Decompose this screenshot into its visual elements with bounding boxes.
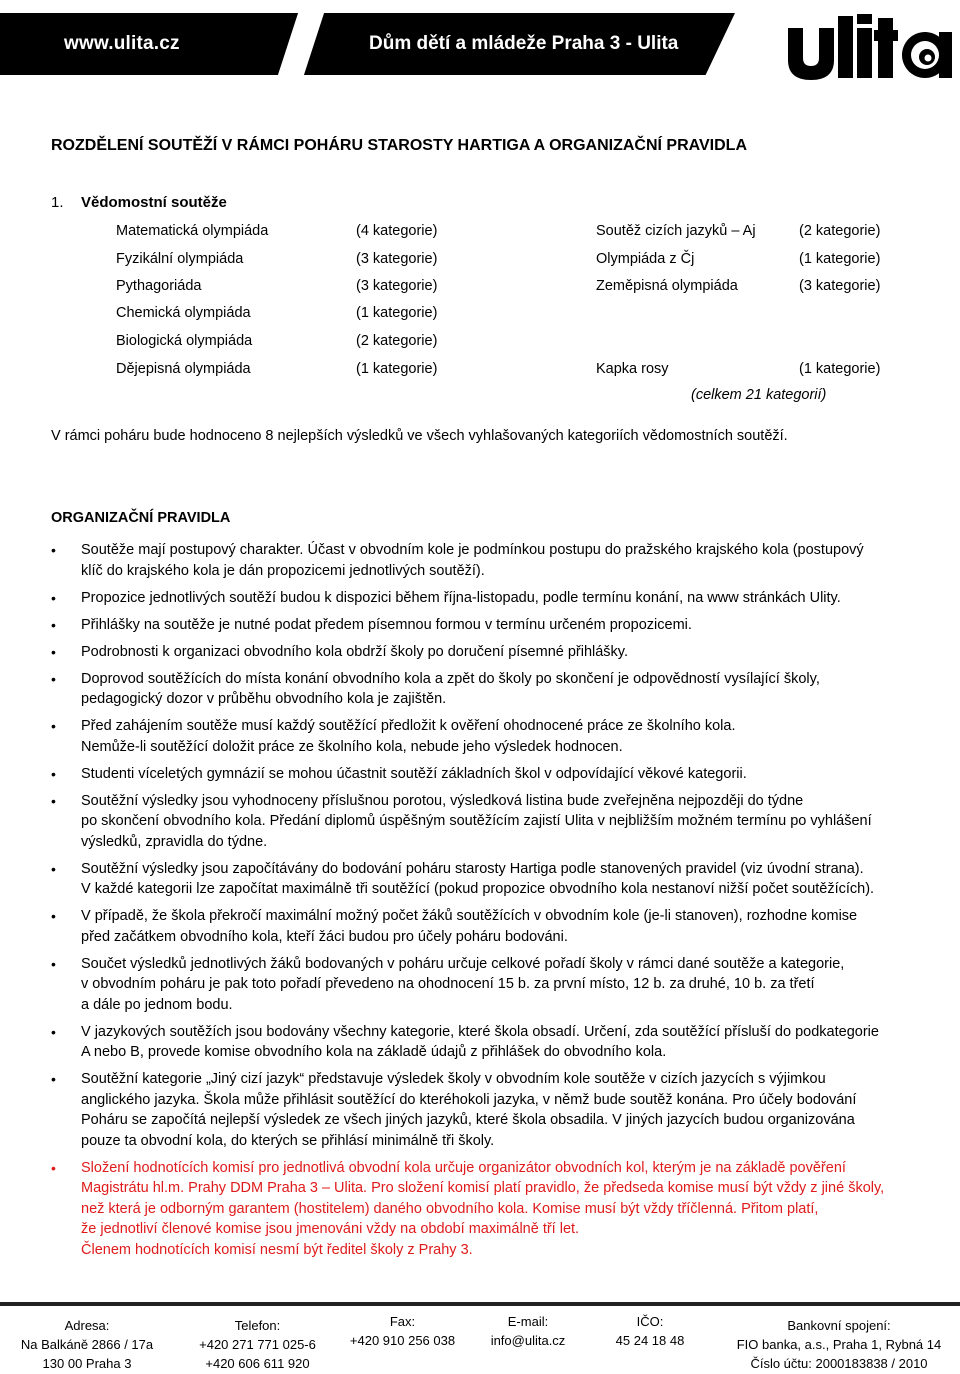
footer-ico-number: 45 24 18 48	[615, 1333, 685, 1348]
footer-fax-heading: Fax:	[389, 1314, 416, 1329]
footer-phone-1[interactable]: +420 271 771 025-6	[199, 1337, 316, 1352]
competition-name: Soutěž cizích jazyků – Aj	[596, 223, 756, 239]
section-label: Vědomostní soutěže	[81, 194, 227, 211]
competition-name: Chemická olympiáda	[116, 305, 251, 321]
bullet-icon: •	[51, 718, 56, 734]
rule-item	[51, 588, 941, 609]
footer-bank-account: Číslo účtu: 2000183838 / 2010	[750, 1356, 928, 1371]
header-title: Dům dětí a mládeže Praha 3 - Ulita	[369, 33, 679, 54]
total-categories: (celkem 21 kategorií)	[691, 387, 827, 403]
bullet-icon: •	[51, 1071, 56, 1087]
rule-text-line: Soutěže mají postupový charakter. Účast v obvodním kole je podmínkou postupu do pražského krajského kola (postupový	[81, 542, 864, 558]
rule-text-line: klíč do krajského kola je dán propozicemi jednotlivých soutěží).	[81, 562, 485, 579]
rule-item	[51, 615, 941, 636]
rule-text-line: Přihlášky na soutěže je nutné podat předem písemnou formou v termínu určeném propozicemi.	[81, 616, 692, 633]
bullet-icon: •	[51, 542, 56, 558]
competition-categories: (1 kategorie)	[799, 251, 881, 267]
competition-categories: (3 kategorie)	[799, 278, 881, 294]
competition-name: Kapka rosy	[596, 361, 669, 377]
bullet-icon: •	[51, 860, 56, 877]
competition-name: Zeměpisná olympiáda	[596, 278, 738, 294]
footer-bank-name: FIO banka, a.s., Praha 1, Rybná 14	[736, 1337, 942, 1352]
competition-categories: (2 kategorie)	[356, 333, 438, 349]
rule-text-line: Před zahájením soutěže musí každý soutěžící předložit k ověření ohodnocené práce ze školního kola.	[81, 718, 736, 734]
bullet-icon: •	[51, 792, 56, 809]
rule-text-line: Složení hodnotících komisí pro jednotlivá obvodní kola určuje organizátor obvodních kol, kterým je na základě pověření	[81, 1159, 846, 1176]
rule-text-line: Soutěžní výsledky jsou započítávány do bodování poháru starosty Hartiga podle stanovených pravidel (viz úvodní strana).	[81, 860, 864, 877]
page-footer	[0, 1316, 960, 1374]
bullet-icon: •	[51, 908, 56, 924]
competition-name: Matematická olympiáda	[116, 223, 269, 239]
footer-phone-heading: Telefon:	[234, 1318, 281, 1333]
rule-text-line: V každé kategorii lze započítat maximálně tři soutěžící (pokud propozice obvodního kola nestanoví nižší počet soutěžících).	[81, 881, 875, 897]
rule-text-line: Součet výsledků jednotlivých žáků bodovaných v poháru určuje celkové pořadí školy v rámci dané soutěže a kategorie,	[81, 955, 845, 972]
footer-address	[12, 1316, 162, 1373]
bullet-icon: •	[51, 670, 56, 687]
rule-text-line: A nebo B, provede komise obvodního kola na základě údajů z přihlášek do obvodního kola.	[81, 1044, 667, 1060]
rule-text-line: Propozice jednotlivých soutěží budou k dispozici během října-listopadu, podle termínu konání, na www stránkách Ulity.	[81, 589, 841, 606]
scoring-note: V rámci poháru bude hodnoceno 8 nejlepších výsledků ve všech vyhlašovaných kategoriích vědomostních soutěží.	[51, 428, 788, 444]
section-heading	[51, 194, 227, 211]
rule-text-line: v obvodním poháru je pak toto pořadí převedeno na ohodnocení 15 b. za první místo, 12 b. za druhé, 10 b. za třetí	[81, 976, 815, 992]
footer-ico-heading: IČO:	[636, 1314, 664, 1329]
organization-heading: ORGANIZAČNÍ PRAVIDLA	[51, 510, 231, 526]
rule-text-line: V jazykových soutěžích jsou bodovány všechny kategorie, které škola obsadí. Určení, zda soutěžící přísluší do podkategorie	[81, 1023, 879, 1040]
rule-item	[51, 1158, 941, 1261]
rule-item	[51, 1022, 941, 1063]
rule-text-line: pouze ta obvodní kola, do kterých se přihlásí minimálně tři školy.	[81, 1132, 495, 1149]
rule-item	[51, 764, 941, 785]
bullet-icon: •	[51, 1023, 56, 1040]
rule-text-line: před začátkem obvodního kola, kteří žáci budou pro účely poháru bodováni.	[81, 928, 568, 945]
footer-ico	[600, 1312, 700, 1350]
footer-address-street: Na Balkáně 2866 / 17a	[20, 1337, 154, 1352]
footer-bank	[728, 1316, 950, 1373]
rule-text-line: Soutěžní výsledky jsou vyhodnoceny příslušnou porotou, výsledková listina bude zveřejněna nejpozději do týdne	[81, 792, 804, 809]
rule-text-line: Nemůže-li soutěžící doložit práce ze školního kola, nebude jeho výsledek hodnocen.	[81, 738, 623, 755]
rule-text-line: Poháru se započítá nejlepší výsledek ze všech jiných jazyků, které škola obsadila. V jiných jazycích budou organizována	[81, 1112, 855, 1128]
rule-text-line: Soutěžní kategorie „Jiný cizí jazyk“ představuje výsledek školy v obvodním kole soutěže v cizích jazycích s výjimkou	[81, 1071, 826, 1087]
rule-item	[51, 669, 941, 710]
competition-categories: (2 kategorie)	[799, 223, 881, 239]
footer-fax	[340, 1312, 465, 1350]
bullet-icon: •	[51, 643, 56, 660]
footer-email-address[interactable]: info@ulita.cz	[490, 1333, 566, 1348]
footer-address-heading: Adresa:	[64, 1318, 110, 1333]
bullet-icon: •	[51, 616, 56, 633]
competition-categories: (1 kategorie)	[799, 361, 881, 377]
competition-name: Olympiáda z Čj	[596, 251, 695, 267]
rule-item	[51, 540, 941, 581]
competition-name: Biologická olympiáda	[116, 333, 253, 349]
rule-text-line: a dále po jednom bodu.	[81, 996, 233, 1013]
ulita-logo	[782, 10, 954, 82]
competition-categories: (3 kategorie)	[356, 278, 438, 294]
rule-item	[51, 1069, 941, 1151]
rule-text-line: Magistrátu hl.m. Prahy DDM Praha 3 – Ulita. Pro složení komisí platí pravidlo, že předseda komise musí být vždy z jiné školy,	[81, 1180, 885, 1196]
competition-categories: (1 kategorie)	[356, 361, 438, 377]
rule-text-line: Podrobnosti k organizaci obvodního kola obdrží školy po doručení písemné přihlášky.	[81, 643, 629, 660]
bullet-icon: •	[51, 955, 56, 972]
rules-list	[51, 540, 941, 1267]
rule-item	[51, 716, 941, 757]
rule-text-line: V případě, že škola překročí maximální možný počet žáků soutěžících v obvodním kole (je-li stanoven), rozhodne komise	[81, 908, 858, 924]
rule-item	[51, 906, 941, 947]
header-url[interactable]: www.ulita.cz	[64, 33, 180, 54]
rule-text-line: Studenti víceletých gymnázií se mohou účastnit soutěží základních škol v odpovídající věkové kategorii.	[81, 765, 747, 782]
rule-text-line: než která je odborným garantem (hostitelem) daného obvodního kola. Komise musí být vždy tříčlenná. Přitom platí,	[81, 1200, 819, 1217]
rule-text-line: Členem hodnotících komisí nesmí být ředitel školy z Prahy 3.	[81, 1241, 473, 1258]
footer-fax-number: +420 910 256 038	[349, 1333, 456, 1348]
competition-name: Dějepisná olympiáda	[116, 361, 251, 377]
footer-address-city: 130 00 Praha 3	[42, 1356, 132, 1371]
page-header	[0, 0, 960, 92]
rule-text-line: pedagogický dozor v průběhu obvodního kola je zajištěn.	[81, 691, 447, 707]
rule-text-line: po skončení obvodního kola. Předání diplomů úspěšným soutěžícím zajistí Ulita v nejbližším možném termínu po vyhlášení	[81, 813, 872, 829]
footer-phone-2[interactable]: +420 606 611 920	[205, 1356, 310, 1371]
rule-text-line: anglického jazyka. Škola může přihlásit soutěžící do kteréhokoli jazyka, v němž bude soutěž konána. Pro účely bodování	[81, 1091, 857, 1108]
document-title: ROZDĚLENÍ SOUTĚŽÍ V RÁMCI POHÁRU STAROSTY HARTIGA A ORGANIZAČNÍ PRAVIDLA	[51, 137, 748, 154]
bullet-icon: •	[51, 589, 56, 606]
rule-item	[51, 954, 941, 1016]
rule-text-line: výsledků, zpravidla do týdne.	[81, 833, 268, 850]
footer-bank-heading: Bankovní spojení:	[787, 1318, 891, 1333]
competition-categories: (1 kategorie)	[356, 305, 438, 321]
rule-item	[51, 859, 941, 900]
section-number: 1.	[51, 194, 64, 211]
rule-item	[51, 791, 941, 853]
footer-email-heading: E-mail:	[507, 1314, 549, 1329]
competition-name: Pythagoriáda	[116, 278, 202, 294]
footer-email	[478, 1312, 578, 1350]
competition-categories: (3 kategorie)	[356, 251, 438, 267]
rule-item	[51, 642, 941, 663]
competition-name: Fyzikální olympiáda	[116, 251, 244, 267]
rule-text-line: že jednotliví členové komise jsou jmenováni vždy na období maximálně tří let.	[81, 1221, 580, 1237]
rule-text-line: Doprovod soutěžících do místa konání obvodního kola a zpět do školy po skončení je odpovědností vysílající školy,	[81, 670, 820, 687]
bullet-icon: •	[51, 1159, 56, 1176]
footer-divider	[0, 1302, 960, 1306]
footer-phone	[185, 1316, 330, 1373]
bullet-icon: •	[51, 765, 56, 782]
competition-categories: (4 kategorie)	[356, 223, 438, 239]
